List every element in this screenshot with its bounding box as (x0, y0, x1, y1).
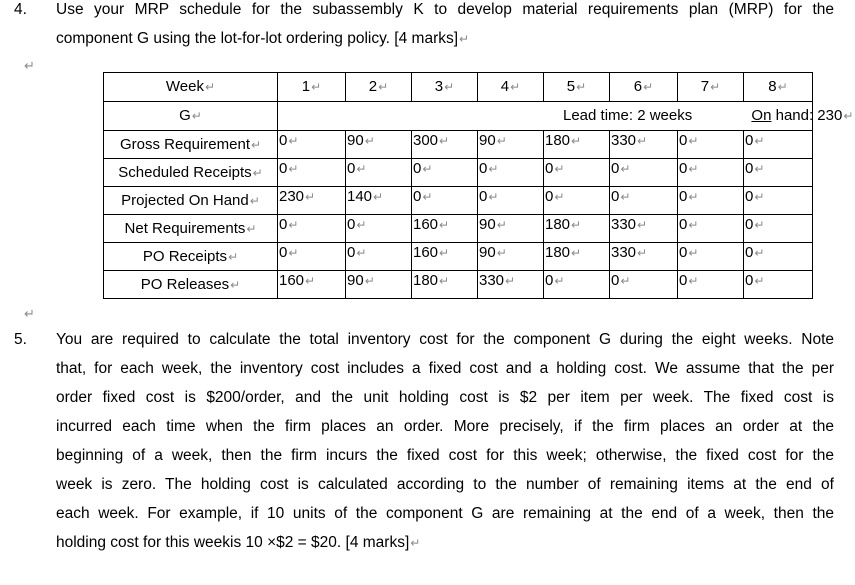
question-5-line (56, 360, 834, 378)
value-cell: 0↵ (744, 271, 813, 299)
mrp-row (104, 215, 813, 243)
value-cell: 0↵ (678, 271, 744, 299)
week-number: 6 (633, 78, 643, 95)
value-cell: 0↵ (412, 159, 478, 187)
cell-value: 0 (745, 272, 754, 289)
value-cell: 0↵ (744, 131, 813, 159)
question-5-line (56, 418, 834, 436)
week-cell: 5↵ (544, 73, 610, 102)
on-hand-value: hand: 230 (771, 107, 843, 124)
mrp-table (103, 72, 854, 299)
cell-value: 180 (413, 272, 439, 289)
cell-value: 0 (347, 244, 356, 261)
cell-value: 0 (347, 160, 356, 177)
row-label-cell: PO Releases↵ (104, 271, 278, 299)
cell-value: 0 (679, 216, 688, 233)
value-cell: 0↵ (544, 159, 610, 187)
value-cell: 0↵ (278, 215, 346, 243)
week-number: 3 (434, 78, 444, 95)
cell-value: 0 (745, 160, 754, 177)
cell-value: 0 (679, 272, 688, 289)
value-cell: 0↵ (412, 187, 478, 215)
cell-value: 180 (545, 244, 571, 261)
on-hand: On hand: 230↵ (751, 107, 854, 124)
cell-value: 160 (279, 272, 305, 289)
cell-value: 330 (611, 244, 637, 261)
cell-value: 0 (679, 132, 688, 149)
cell-value: 0 (545, 272, 554, 289)
row-label: Projected On Hand (121, 191, 249, 209)
cell-value: 0 (611, 160, 620, 177)
return-mark-icon: ↵ (410, 536, 421, 550)
row-label: PO Releases (140, 275, 230, 293)
value-cell: 140↵ (346, 187, 412, 215)
cell-value: 0 (279, 216, 288, 233)
row-label-cell: Scheduled Receipts↵ (104, 159, 278, 187)
week-label: Week (165, 78, 204, 95)
cell-value: 0 (679, 188, 688, 205)
question-4-number: 4. (14, 1, 27, 18)
value-cell: 0↵ (678, 243, 744, 271)
cell-value: 300 (413, 132, 439, 149)
week-cell: 7↵ (678, 73, 744, 102)
value-cell: 0↵ (278, 131, 346, 159)
row-label-cell: Net Requirements↵ (104, 215, 278, 243)
mrp-row (104, 243, 813, 271)
value-cell: 0↵ (346, 243, 412, 271)
week-cell: 6↵ (610, 73, 678, 102)
week-number: 2 (368, 78, 378, 95)
value-cell: 0↵ (610, 159, 678, 187)
week-number: 5 (566, 78, 576, 95)
cell-value: 0 (545, 188, 554, 205)
question-5-line (56, 331, 834, 349)
cell-value: 0 (679, 160, 688, 177)
question-5-number: 5. (14, 331, 27, 348)
week-cell: 4↵ (478, 73, 544, 102)
cell-value: 0 (611, 272, 620, 289)
cell-value: 90 (479, 244, 496, 261)
cell-value: 90 (347, 272, 364, 289)
question-5-line-text: incurred each time when the firm places an order. More precisely, if the firm places an order at the (56, 418, 834, 435)
cell-value: 0 (479, 188, 488, 205)
cell-value: 90 (479, 216, 496, 233)
row-label: Scheduled Receipts (118, 163, 252, 181)
cell-value: 0 (611, 188, 620, 205)
value-cell: 330↵ (478, 271, 544, 299)
cell-value: 230 (279, 188, 305, 205)
cell-value: 90 (347, 132, 364, 149)
row-label-cell: Projected On Hand↵ (104, 187, 278, 215)
question-5-line (56, 389, 834, 407)
value-cell: 0↵ (678, 159, 744, 187)
value-cell: 230↵ (278, 187, 346, 215)
cell-value: 0 (745, 216, 754, 233)
cell-value: 0 (347, 216, 356, 233)
cell-value: 160 (413, 216, 439, 233)
mrp-row (104, 271, 813, 299)
question-4-line-2 (56, 30, 834, 48)
value-cell: 0↵ (544, 271, 610, 299)
row-label: Gross Requirement (119, 135, 250, 153)
question-5-line (56, 476, 834, 494)
cell-value: 0 (413, 188, 422, 205)
value-cell: 0↵ (278, 159, 346, 187)
value-cell: 90↵ (346, 131, 412, 159)
cell-value: 0 (679, 244, 688, 261)
value-cell: 0↵ (744, 215, 813, 243)
value-cell: 0↵ (478, 187, 544, 215)
value-cell: 330↵ (610, 243, 678, 271)
question-5-line-text: week is zero. The holding cost is calculated according to the number of remaining items at the end of (56, 476, 834, 493)
week-number: 4 (500, 78, 510, 95)
component-info-cell (278, 102, 854, 131)
question-5-line-text: You are required to calculate the total inventory cost for the component G during the eight weeks. Note (56, 331, 834, 348)
value-cell: 0↵ (678, 187, 744, 215)
paragraph-mark-icon: ↵ (24, 306, 35, 321)
question-5-line-text: that, for each week, the inventory cost includes a fixed cost and a holding cost. We assume that the per (56, 360, 834, 377)
value-cell: 0↵ (346, 159, 412, 187)
value-cell: 90↵ (346, 271, 412, 299)
cell-value: 0 (745, 244, 754, 261)
week-cell: 3↵ (412, 73, 478, 102)
cell-value: 0 (413, 160, 422, 177)
component-cell: G↵ (104, 102, 278, 131)
value-cell: 180↵ (544, 243, 610, 271)
lead-time: Lead time: 2 weeks (563, 107, 693, 124)
value-cell: 90↵ (478, 215, 544, 243)
value-cell: 0↵ (744, 243, 813, 271)
mrp-row (104, 187, 813, 215)
row-label: Net Requirements (124, 219, 246, 237)
value-cell: 160↵ (278, 271, 346, 299)
cell-value: 330 (611, 216, 637, 233)
value-cell: 0↵ (744, 187, 813, 215)
question-4-line-1: Use your MRP schedule for the subassembly K to develop material requirements plan (MRP) for the (56, 1, 834, 18)
cell-value: 330 (479, 272, 505, 289)
question-5-line-text: holding cost for this weekis 10 ×$2 = $20. [4 marks] (56, 534, 410, 551)
cell-value: 0 (279, 244, 288, 261)
value-cell: 330↵ (610, 215, 678, 243)
value-cell: 0↵ (346, 215, 412, 243)
value-cell: 0↵ (544, 187, 610, 215)
cell-value: 140 (347, 188, 373, 205)
cell-value: 90 (479, 132, 496, 149)
cell-value: 180 (545, 216, 571, 233)
value-cell: 180↵ (544, 131, 610, 159)
row-label: PO Receipts (142, 247, 228, 265)
cell-value: 0 (745, 132, 754, 149)
value-cell: 300↵ (412, 131, 478, 159)
component-name: G (179, 107, 191, 124)
question-5-line (56, 505, 834, 523)
value-cell: 0↵ (478, 159, 544, 187)
value-cell: 0↵ (678, 215, 744, 243)
cell-value: 330 (611, 132, 637, 149)
value-cell: 0↵ (278, 243, 346, 271)
cell-value: 0 (279, 132, 288, 149)
paragraph-mark-icon: ↵ (24, 58, 35, 73)
cell-value: 0 (545, 160, 554, 177)
mrp-row (104, 131, 813, 159)
return-mark-icon: ↵ (459, 32, 470, 46)
question-5-line-text: each week. For example, if 10 units of the component G are remaining at the end of a week, then the (56, 505, 834, 522)
question-5-line-text: beginning of a week, then the firm incurs the fixed cost for this week; otherwise, the fixed cost for the (56, 447, 834, 464)
on-hand-word: On (751, 107, 772, 124)
week-header-row (104, 73, 813, 102)
week-cell: 1↵ (278, 73, 346, 102)
value-cell: 180↵ (412, 271, 478, 299)
value-cell: 90↵ (478, 131, 544, 159)
value-cell: 330↵ (610, 131, 678, 159)
week-number: 1 (301, 78, 311, 95)
value-cell: 0↵ (744, 159, 813, 187)
value-cell: 180↵ (544, 215, 610, 243)
value-cell: 160↵ (412, 215, 478, 243)
week-number: 8 (768, 78, 777, 95)
mrp-row (104, 159, 813, 187)
row-label-cell: Gross Requirement↵ (104, 131, 278, 159)
row-label-cell: PO Receipts↵ (104, 243, 278, 271)
value-cell: 0↵ (678, 131, 744, 159)
week-number: 7 (700, 78, 710, 95)
week-cell: 2↵ (346, 73, 412, 102)
question-5-line (56, 447, 834, 465)
question-5-line (56, 534, 834, 552)
value-cell: 160↵ (412, 243, 478, 271)
question-4-line-2-text: component G using the lot-for-lot ordering policy. [4 marks] (56, 30, 459, 47)
value-cell: 0↵ (610, 271, 678, 299)
cell-value: 0 (479, 160, 488, 177)
cell-value: 160 (413, 244, 439, 261)
cell-value: 180 (545, 132, 571, 149)
cell-value: 0 (745, 188, 754, 205)
value-cell: 0↵ (610, 187, 678, 215)
component-info-row (104, 102, 813, 131)
question-5-line-text: order fixed cost is $200/order, and the unit holding cost is $2 per item per week. The fixed cost is (56, 389, 834, 406)
cell-value: 0 (279, 160, 288, 177)
week-label-cell: Week↵ (104, 73, 278, 102)
value-cell: 90↵ (478, 243, 544, 271)
week-cell: 8↵ (744, 73, 813, 102)
